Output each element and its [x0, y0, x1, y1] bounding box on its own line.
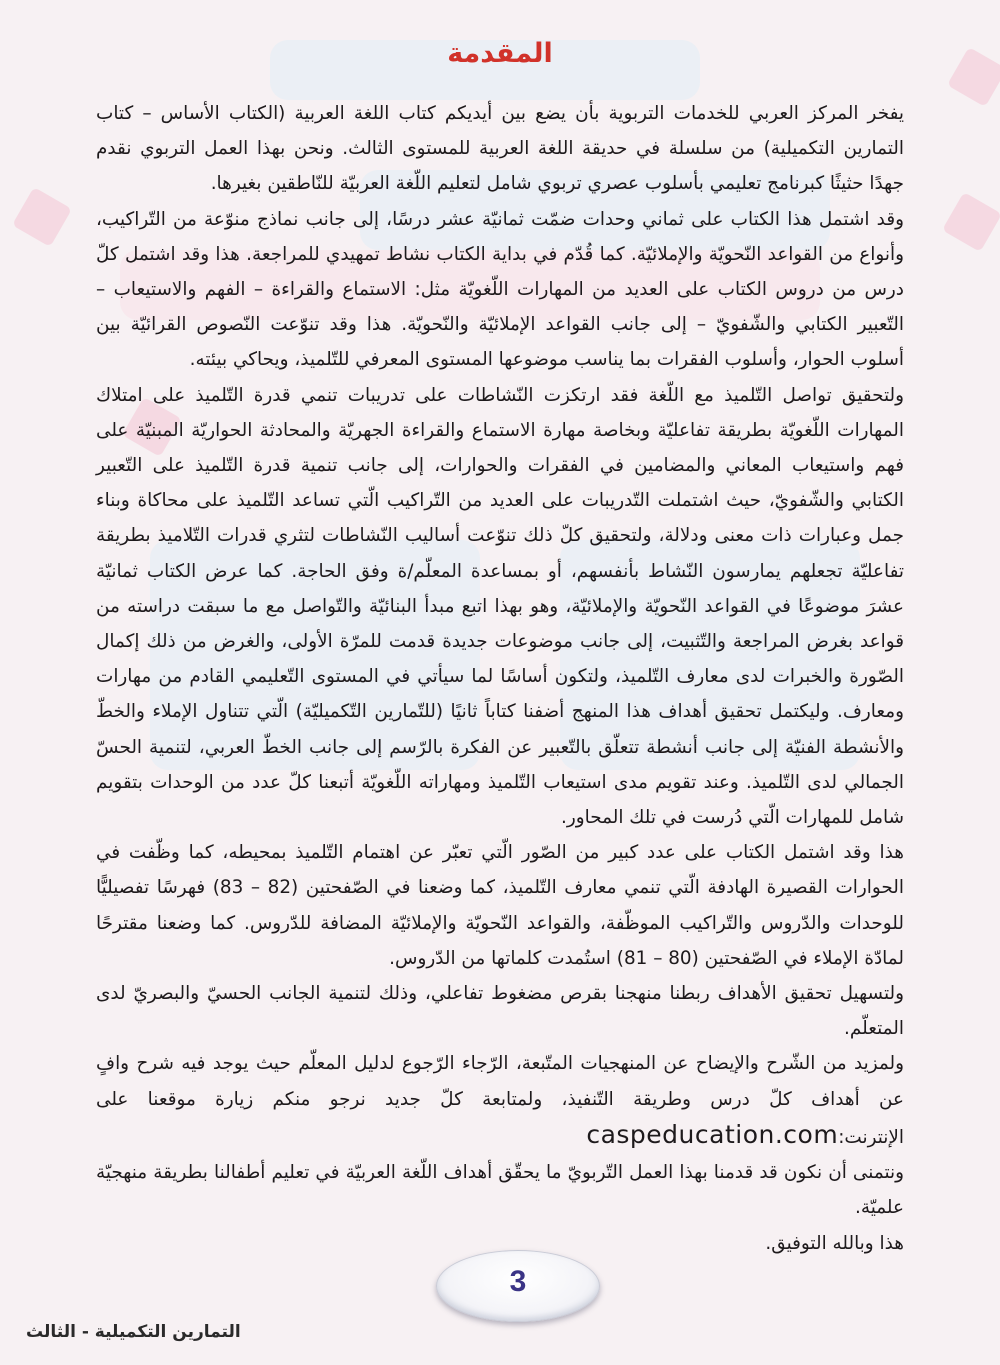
page-number-badge: [436, 1250, 600, 1322]
paragraph-closing-wish: ونتمنى أن نكون قد قدمنا بهذا العمل التّربويّ ما يحقّق أهداف اللّغة العربيّة في تعليم أطفالنا بطريقة منهجيّة علميّة.: [96, 1162, 904, 1219]
paragraph-teacher-guide-text: ولمزيد من الشّرح والإيضاح عن المنهجيات المتّبعة، الرّجاء الرّجوع لدليل المعلّم حيث يوجد فيه شرح وافٍ عن أهداف كلّ درس وطريقة التّنفيذ، ولمتابعة كلّ جديد نرجو منكم زيارة موقعنا على الإنترنت:: [96, 1053, 904, 1148]
paragraph-book-contents: وقد اشتمل هذا الكتاب على ثماني وحدات ضمّت ثمانيّة عشر درسًا، إلى جانب نماذج منوّعة من التّراكيب، وأنواع من القواعد النّحويّة والإملائيّة. كما قُدّم في بداية الكتاب نشاط تمهيدي للمراجعة. هذا وقد اشتمل كلّ درس من دروس الكتاب على العديد من المهارات اللّغويّة مثل: الاستماع والقراءة – الفهم والاستيعاب – التّعبير الكتابي والشّفويّ – إلى جانب القواعد الإملائيّة والنّحويّة. هذا وقد تنوّعت النّصوص القرائيّة بين أسلوب الحوار، وأسلوب الفقرات بما يناسب موضوعها المستوى المعرفي للتّلميذ، ويحاكي بيئته.: [96, 208, 904, 371]
page-number: 3: [509, 1265, 527, 1298]
paragraph-cd: ولتسهيل تحقيق الأهداف ربطنا منهجنا بقرص مضغوط تفاعلي، وذلك لتنمية الجانب الحسيّ والبصريّ لدى المتعلّم.: [96, 983, 904, 1040]
paragraph-illustrations-index: هذا وقد اشتمل الكتاب على عدد كبير من الصّور الّتي تعبّر عن اهتمام التّلميذ بمحيطه، كما وظّفت في الحوارات القصيرة الهادفة الّتي تنمي معارف التّلميذ، كما وضعنا في الصّفحتين (82 – 83) فهرسًا تفصيليًّا للوحدات والدّروس والتّراكيب الموظّفة، والقواعد النّحويّة والإملائيّة المضافة للدّروس. كما وضعنا مقترحًا لمادّة الإملاء في الصّفحتين (80 – 81) استُمدت كلماتها من الدّروس.: [96, 842, 904, 969]
decorative-hexagon-icon: [942, 192, 1000, 252]
introduction-body: [96, 96, 904, 1261]
paragraph-skills: ولتحقيق تواصل التّلميذ مع اللّغة فقد ارتكزت النّشاطات على تدريبات تنمي قدرة التّلميذ على امتلاك المهارات اللّغويّة بطريقة تفاعليّة وبخاصة مهارة الاستماع والقراءة الجهريّة والمحادثة الحواريّة المبنيّة على فهم واستيعاب المعاني والمضامين في الفقرات والحوارات، إلى جانب تنمية قدرة التّلميذ على التّعبير الكتابي والشّفويّ، حيث اشتملت التّدريبات على العديد من التّراكيب الّتي تساعد التّلميذ على محاكاة وبناء جمل وعبارات ذات معنى ودلالة، ولتحقيق كلّ ذلك تنوّعت أساليب النّشاطات لتثري قدرات التّلاميذ بطريقة تفاعليّة تجعلهم يمارسون النّشاط بأنفسهم، أو بمساعدة المعلّم/ة وفق الحاجة. كما عرض الكتاب ثمانيّة عشرَ موضوعًا في القواعد النّحويّة والإملائيّة، وهو بهذا اتبع مبدأ البنائيّة والتّواصل مع ما سبقت دراسته من قواعد بغرض المراجعة والتّثبيت، إلى جانب موضوعات جديدة قدمت للمرّة الأولى، والغرض من ذلك إكمال الصّورة والخبرات لدى معارف التّلميذ، ولتكون أساسًا لما سيأتي في المستوى التّعليمي القادم من مهارات ومعارف. وليكتمل تحقيق أهداف هذا المنهج أضفنا كتاباً ثانيًا (للتّمارين التّكميليّة) الّتي تتناول الإملاء والخطّ والأنشطة الفنيّة إلى جانب أنشطة تتعلّق بالتّعبير عن الفكرة بالرّسم إلى جانب الخطّ العربي، لتنمية الحسّ الجمالي لدى التّلميذ. وعند تقويم مدى استيعاب التّلميذ ومهاراته اللّغويّة أتبعنا كلّ عدد من الوحدات بتقويم شامل للمهارات الّتي دُرست في تلك المحاور.: [96, 384, 904, 829]
footer-book-title: التمارين التكميلية - الثالث: [26, 1322, 241, 1342]
website-link[interactable]: caspeducation.com: [586, 1119, 839, 1149]
page-title: المقدمة: [447, 38, 553, 69]
decorative-hexagon-icon: [12, 187, 72, 247]
paragraph-sign-off: هذا وبالله التوفيق.: [765, 1232, 904, 1254]
paragraph-teacher-guide: [96, 1046, 904, 1155]
paragraph-intro: يفخر المركز العربي للخدمات التربوية بأن يضع بين أيديكم كتاب اللغة العربية (الكتاب الأساس – كتاب التمارين التكميلية) من سلسلة في حديقة اللغة العربية للمستوى الثالث. ونحن بهذا العمل التربوي نقدم جهدًا حثيثًا كبرنامج تعليمي بأسلوب عصري تربوي شامل لتعليم اللّغة العربيّة للنّاطقين بغيرها.: [96, 103, 904, 195]
